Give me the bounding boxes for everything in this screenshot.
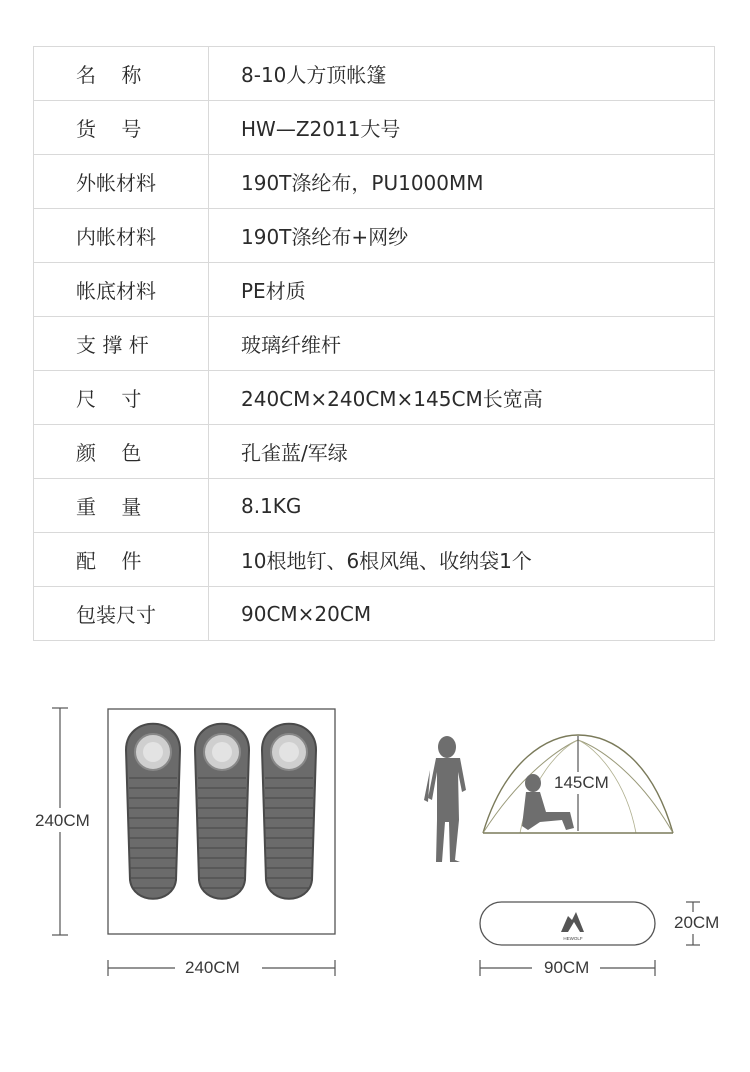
- spec-label: 内帐材料: [34, 209, 209, 263]
- spec-value: PE材质: [209, 263, 715, 317]
- spec-value: 190T涤纶布，PU1000MM: [209, 155, 715, 209]
- spec-value: 孔雀蓝/军绿: [209, 425, 715, 479]
- spec-label: 尺 寸: [34, 371, 209, 425]
- spec-value: 190T涤纶布+网纱: [209, 209, 715, 263]
- spec-value: 玻璃纤维杆: [209, 317, 715, 371]
- spec-label: 颜 色: [34, 425, 209, 479]
- bag-diameter-label: 20CM: [674, 913, 720, 932]
- spec-label: 名 称: [34, 47, 209, 101]
- spec-label: 重 量: [34, 479, 209, 533]
- spec-label: 货 号: [34, 101, 209, 155]
- spec-value: 240CM×240CM×145CM长宽高: [209, 371, 715, 425]
- standing-person-icon: [424, 736, 466, 862]
- spec-label: 外帐材料: [34, 155, 209, 209]
- tent-height-label: 145CM: [554, 773, 609, 792]
- spec-value: 90CM×20CM: [209, 587, 715, 641]
- floor-width-label: 240CM: [185, 958, 240, 977]
- sleeping-bag-icon: [262, 724, 316, 899]
- spec-value: 8-10人方顶帐篷: [209, 47, 715, 101]
- brand-text: HEWOLF: [563, 936, 583, 941]
- spec-label: 配 件: [34, 533, 209, 587]
- spec-value: 10根地钉、6根风绳、收纳袋1个: [209, 533, 715, 587]
- spec-label: 帐底材料: [34, 263, 209, 317]
- spec-label: 支 撑 杆: [34, 317, 209, 371]
- floor-height-label: 240CM: [35, 811, 90, 830]
- sleeping-bag-icon: [126, 724, 180, 899]
- spec-label: 包装尺寸: [34, 587, 209, 641]
- bag-length-label: 90CM: [544, 958, 590, 977]
- sleeping-bag-icon: [195, 724, 249, 899]
- spec-value: 8.1KG: [209, 479, 715, 533]
- spec-value: HW—Z2011大号: [209, 101, 715, 155]
